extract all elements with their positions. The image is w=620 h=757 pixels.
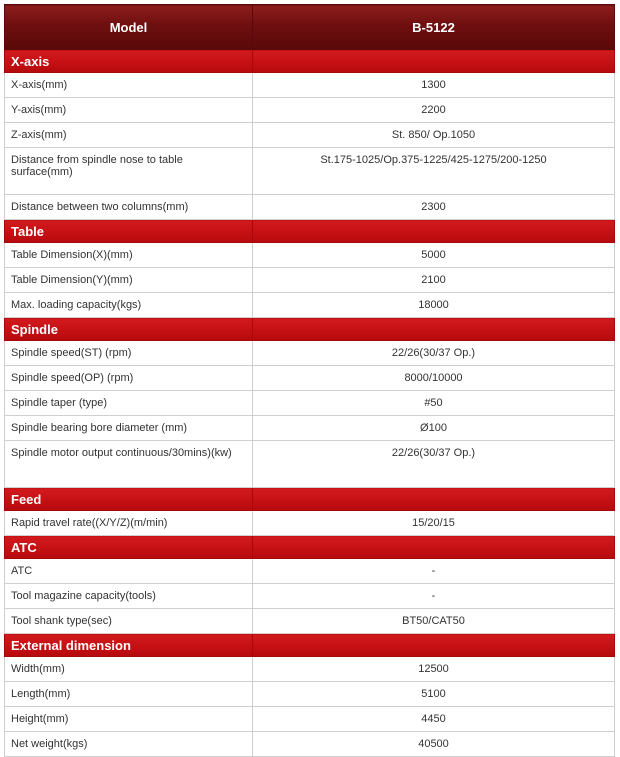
row-value: 2200	[253, 98, 615, 123]
row-label: Spindle taper (type)	[5, 391, 253, 416]
section-title: X-axis	[5, 50, 253, 73]
spec-table	[4, 4, 615, 757]
row-value: BT50/CAT50	[253, 609, 615, 634]
section-filler	[253, 50, 615, 73]
row-value: 18000	[253, 293, 615, 318]
row-label: Length(mm)	[5, 682, 253, 707]
row-value: 15/20/15	[253, 511, 615, 536]
table-row	[5, 341, 615, 366]
table-row	[5, 195, 615, 220]
header-model-value: B-5122	[253, 5, 615, 50]
table-row	[5, 391, 615, 416]
row-value: Ø100	[253, 416, 615, 441]
row-value: St.175-1025/Op.375-1225/425-1275/200-1250	[253, 148, 615, 195]
table-row	[5, 511, 615, 536]
spec-table-body	[5, 50, 615, 757]
row-value: 40500	[253, 732, 615, 757]
row-value: 22/26(30/37 Op.)	[253, 341, 615, 366]
table-row	[5, 268, 615, 293]
row-label: Height(mm)	[5, 707, 253, 732]
row-value: 5100	[253, 682, 615, 707]
row-value: 5000	[253, 243, 615, 268]
row-value: #50	[253, 391, 615, 416]
row-label: Table Dimension(Y)(mm)	[5, 268, 253, 293]
section-x-axis	[5, 50, 615, 73]
row-value: 2100	[253, 268, 615, 293]
section-external-dimension	[5, 634, 615, 657]
table-row	[5, 682, 615, 707]
section-filler	[253, 536, 615, 559]
table-row	[5, 416, 615, 441]
row-label: X-axis(mm)	[5, 73, 253, 98]
row-label: Rapid travel rate((X/Y/Z)(m/min)	[5, 511, 253, 536]
section-feed	[5, 488, 615, 511]
table-header-row	[5, 5, 615, 50]
section-atc	[5, 536, 615, 559]
row-value: 22/26(30/37 Op.)	[253, 441, 615, 488]
section-title: Table	[5, 220, 253, 243]
section-table	[5, 220, 615, 243]
row-value: -	[253, 584, 615, 609]
row-value: 8000/10000	[253, 366, 615, 391]
section-filler	[253, 488, 615, 511]
row-value: 1300	[253, 73, 615, 98]
section-title: Spindle	[5, 318, 253, 341]
row-label: Spindle bearing bore diameter (mm)	[5, 416, 253, 441]
row-label: Spindle speed(ST) (rpm)	[5, 341, 253, 366]
table-row	[5, 293, 615, 318]
row-label: Spindle motor output continuous/30mins)(kw)	[5, 441, 253, 488]
row-value: -	[253, 559, 615, 584]
row-value: 2300	[253, 195, 615, 220]
row-label: Width(mm)	[5, 657, 253, 682]
row-label: Z-axis(mm)	[5, 123, 253, 148]
row-value: 4450	[253, 707, 615, 732]
table-row	[5, 73, 615, 98]
table-row	[5, 559, 615, 584]
row-value: St. 850/ Op.1050	[253, 123, 615, 148]
row-value: 12500	[253, 657, 615, 682]
table-row	[5, 657, 615, 682]
section-spindle	[5, 318, 615, 341]
table-row	[5, 441, 615, 488]
table-row	[5, 609, 615, 634]
header-model: Model	[5, 5, 253, 50]
row-label: Distance between two columns(mm)	[5, 195, 253, 220]
row-label: Tool shank type(sec)	[5, 609, 253, 634]
section-title: Feed	[5, 488, 253, 511]
row-label: Spindle speed(OP) (rpm)	[5, 366, 253, 391]
section-filler	[253, 318, 615, 341]
table-row	[5, 584, 615, 609]
section-filler	[253, 220, 615, 243]
section-title: ATC	[5, 536, 253, 559]
row-label: Tool magazine capacity(tools)	[5, 584, 253, 609]
row-label: Y-axis(mm)	[5, 98, 253, 123]
table-row	[5, 243, 615, 268]
table-row	[5, 98, 615, 123]
row-label: ATC	[5, 559, 253, 584]
section-filler	[253, 634, 615, 657]
table-row	[5, 148, 615, 195]
row-label: Table Dimension(X)(mm)	[5, 243, 253, 268]
table-row	[5, 707, 615, 732]
row-label: Max. loading capacity(kgs)	[5, 293, 253, 318]
row-label: Net weight(kgs)	[5, 732, 253, 757]
table-row	[5, 366, 615, 391]
row-label: Distance from spindle nose to table surface(mm)	[5, 148, 253, 195]
table-row	[5, 123, 615, 148]
table-row	[5, 732, 615, 757]
spec-table-container	[4, 4, 614, 757]
section-title: External dimension	[5, 634, 253, 657]
